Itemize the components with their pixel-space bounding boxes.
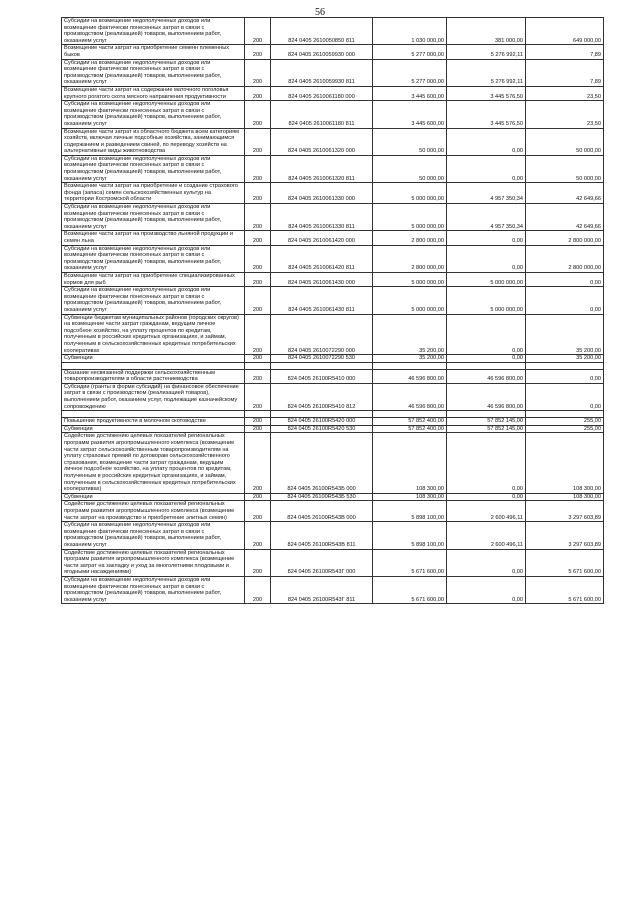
row-description: Содействие достижению целевых показателей региональных программ развития агропромышленного комплекса (возмещение части затрат на производство и приобретение элитных семян) <box>62 501 245 522</box>
row-unexecuted-amount: 0,00 <box>526 369 604 383</box>
row-line-code: 200 <box>245 18 271 45</box>
row-executed-amount: 5 276 992,11 <box>447 59 526 86</box>
row-unexecuted-amount: 2 800 000,00 <box>526 231 604 245</box>
row-budget-code: 824 0405 2610050850 811 <box>271 18 373 45</box>
table-row <box>62 383 604 410</box>
row-description: Субсидии на возмещение недополученных доходов или возмещение фактически понесенных затрат в связи с производством (реализацией) товаров, выполнением работ, оказанием услуг <box>62 18 245 45</box>
row-unexecuted-amount: 3 297 603,89 <box>526 522 604 549</box>
row-approved-amount: 50 000,00 <box>373 128 447 155</box>
row-description: Субсидии на возмещение недополученных доходов или возмещение фактически понесенных затрат в связи с производством (реализацией) товаров, выполнением работ, оказанием услуг <box>62 204 245 231</box>
table-row <box>62 128 604 155</box>
row-description: Повышение продуктивности в молочном скотоводстве <box>62 418 245 426</box>
row-executed-amount: 5 000 000,00 <box>447 287 526 314</box>
row-budget-code: 824 0405 2610059930 000 <box>271 45 373 59</box>
row-line-code: 200 <box>245 101 271 128</box>
row-budget-code: 824 0405 26100R543В 000 <box>271 501 373 522</box>
table-row <box>62 45 604 59</box>
row-approved-amount: 35 200,00 <box>373 355 447 363</box>
table-row <box>62 418 604 426</box>
row-unexecuted-amount: 2 800 000,00 <box>526 245 604 272</box>
row-line-code: 200 <box>245 383 271 410</box>
row-approved-amount: 46 596 800,00 <box>373 383 447 410</box>
row-approved-amount: 108 300,00 <box>373 433 447 493</box>
page-number: 56 <box>315 7 325 18</box>
row-line-code: 200 <box>245 155 271 182</box>
row-budget-code: 824 0405 2610072290 000 <box>271 314 373 355</box>
row-description: Субсидии на возмещение недополученных доходов или возмещение фактически понесенных затрат в связи с производством (реализацией) товаров, выполнением работ, оказанием услуг <box>62 576 245 603</box>
row-description: Субсидии на возмещение недополученных доходов или возмещение фактически понесенных затрат в связи с производством (реализацией) товаров, выполнением работ, оказанием услуг <box>62 245 245 272</box>
spacer-cell <box>447 362 526 369</box>
row-line-code: 200 <box>245 231 271 245</box>
row-description: Субсидии на возмещение недополученных доходов или возмещение фактически понесенных затрат в связи с производством (реализацией) товаров, выполнением работ, оказанием услуг <box>62 101 245 128</box>
row-line-code: 200 <box>245 183 271 204</box>
row-line-code: 200 <box>245 245 271 272</box>
row-line-code: 200 <box>245 493 271 501</box>
row-unexecuted-amount: 23,50 <box>526 86 604 100</box>
table-row <box>62 433 604 493</box>
row-budget-code: 824 0405 2610061420 000 <box>271 231 373 245</box>
row-executed-amount: 0,00 <box>447 128 526 155</box>
row-budget-code: 824 0405 2610061420 811 <box>271 245 373 272</box>
row-description: Субвенции бюджетам муниципальных районов (городских округов) на возмещение части затрат гражданам, ведущим личное подсобное хозяйство, на уплату процентов по кредитам, полученным в российских кредитных организациях, и займам, полученным в сельскохозяйственных кредитных потребительских кооперативах <box>62 314 245 355</box>
table-row <box>62 59 604 86</box>
row-executed-amount: 0,00 <box>447 155 526 182</box>
row-line-code: 200 <box>245 522 271 549</box>
row-executed-amount: 46 596 800,00 <box>447 383 526 410</box>
row-budget-code: 824 0405 26100R543Б 000 <box>271 433 373 493</box>
row-line-code: 200 <box>245 128 271 155</box>
table-row <box>62 549 604 576</box>
row-budget-code: 824 0405 2610061180 811 <box>271 101 373 128</box>
row-unexecuted-amount: 7,89 <box>526 45 604 59</box>
row-executed-amount: 3 445 576,50 <box>447 86 526 100</box>
row-budget-code: 824 0405 2610072290 530 <box>271 355 373 363</box>
row-executed-amount: 46 596 800,00 <box>447 369 526 383</box>
table-row <box>62 204 604 231</box>
row-unexecuted-amount: 255,00 <box>526 418 604 426</box>
row-executed-amount: 57 852 145,00 <box>447 418 526 426</box>
row-approved-amount: 5 898 100,00 <box>373 501 447 522</box>
spacer-cell <box>62 362 245 369</box>
row-executed-amount: 0,00 <box>447 493 526 501</box>
spacer-cell <box>447 411 526 418</box>
row-budget-code: 824 0405 26100R543Г 811 <box>271 576 373 603</box>
row-approved-amount: 5 671 600,00 <box>373 549 447 576</box>
row-executed-amount: 0,00 <box>447 231 526 245</box>
row-executed-amount: 4 957 350,34 <box>447 183 526 204</box>
row-budget-code: 824 0405 26100R543Б 530 <box>271 493 373 501</box>
row-description: Возмещение части затрат на производство льняной продукции и семян льна <box>62 231 245 245</box>
row-line-code: 200 <box>245 314 271 355</box>
row-line-code: 200 <box>245 59 271 86</box>
row-line-code: 200 <box>245 45 271 59</box>
row-line-code: 200 <box>245 86 271 100</box>
table-row <box>62 231 604 245</box>
row-executed-amount: 57 852 145,00 <box>447 425 526 433</box>
row-unexecuted-amount: 255,00 <box>526 425 604 433</box>
row-description: Субвенции <box>62 493 245 501</box>
table-row <box>62 355 604 363</box>
row-description: Возмещение части затрат на приобретение семенн племенных быков <box>62 45 245 59</box>
row-unexecuted-amount: 23,50 <box>526 101 604 128</box>
row-unexecuted-amount: 0,00 <box>526 272 604 286</box>
row-line-code: 200 <box>245 425 271 433</box>
row-approved-amount: 2 800 000,00 <box>373 231 447 245</box>
row-unexecuted-amount: 5 671 600,00 <box>526 549 604 576</box>
row-approved-amount: 3 445 600,00 <box>373 86 447 100</box>
spacer-cell <box>271 411 373 418</box>
row-executed-amount: 0,00 <box>447 549 526 576</box>
row-approved-amount: 5 000 000,00 <box>373 287 447 314</box>
row-unexecuted-amount: 7,89 <box>526 59 604 86</box>
row-description: Субсидии на возмещение недополученных доходов или возмещение фактически понесенных затрат в связи с производством (реализацией) товаров, выполнением работ, оказанием услуг <box>62 287 245 314</box>
row-approved-amount: 5 000 000,00 <box>373 183 447 204</box>
spacer-cell <box>373 362 447 369</box>
row-budget-code: 824 0405 2610061330 000 <box>271 183 373 204</box>
row-unexecuted-amount: 50 000,00 <box>526 155 604 182</box>
row-description: Возмещение части затрат на приобретение и создание страхового фонда (запаса) семян сельскохозяйственных культур на территории Костромской области <box>62 183 245 204</box>
row-approved-amount: 1 030 000,00 <box>373 18 447 45</box>
table-row <box>62 493 604 501</box>
row-approved-amount: 3 445 600,00 <box>373 101 447 128</box>
table-row <box>62 576 604 603</box>
row-unexecuted-amount: 5 671 600,00 <box>526 576 604 603</box>
table-row <box>62 425 604 433</box>
row-budget-code: 824 0405 2610061180 000 <box>271 86 373 100</box>
row-unexecuted-amount: 3 297 603,89 <box>526 501 604 522</box>
row-description: Субсидии на возмещение недополученных доходов или возмещение фактически понесенных затрат в связи с производством (реализацией) товаров, выполнением работ, оказанием услуг <box>62 522 245 549</box>
row-description: Возмещение части затрат из областного бюджета всем категориям хозяйств, включая личные подсобные хозяйства, занимающимся содержанием и разведением свиней, по переводу хозяйств на альтернативные виды животноводства <box>62 128 245 155</box>
spacer-cell <box>62 411 245 418</box>
spacer-cell <box>373 411 447 418</box>
row-approved-amount: 5 000 000,00 <box>373 272 447 286</box>
row-executed-amount: 3 445 576,50 <box>447 101 526 128</box>
row-unexecuted-amount: 0,00 <box>526 287 604 314</box>
row-executed-amount: 5 000 000,00 <box>447 272 526 286</box>
row-description: Субвенции <box>62 425 245 433</box>
table-row <box>62 314 604 355</box>
row-description: Содействие достижению целевых показателей региональных программ развития агропромышленного комплекса (возмещение части затрат на закладку и уход за многолетними плодовыми и ягодными насаждениями) <box>62 549 245 576</box>
spacer-cell <box>526 362 604 369</box>
row-approved-amount: 46 596 800,00 <box>373 369 447 383</box>
row-line-code: 200 <box>245 272 271 286</box>
row-line-code: 200 <box>245 576 271 603</box>
row-budget-code: 824 0405 2610061430 000 <box>271 272 373 286</box>
row-line-code: 200 <box>245 355 271 363</box>
row-executed-amount: 2 600 496,11 <box>447 501 526 522</box>
table-row <box>62 18 604 45</box>
row-line-code: 200 <box>245 204 271 231</box>
row-budget-code: 824 0405 26100R543В 811 <box>271 522 373 549</box>
row-approved-amount: 5 277 000,00 <box>373 59 447 86</box>
row-executed-amount: 2 600 496,11 <box>447 522 526 549</box>
spacer-row <box>62 411 604 418</box>
row-executed-amount: 0,00 <box>447 355 526 363</box>
spacer-cell <box>245 362 271 369</box>
row-line-code: 200 <box>245 369 271 383</box>
row-description: Возмещение части затрат на содержание маточного поголовья крупного рогатого скота мясного направления продуктивности <box>62 86 245 100</box>
table-row <box>62 183 604 204</box>
spacer-row <box>62 362 604 369</box>
row-budget-code: 824 0405 2610061320 000 <box>271 128 373 155</box>
row-executed-amount: 0,00 <box>447 433 526 493</box>
spacer-cell <box>526 411 604 418</box>
row-description: Оказание несвязанной поддержки сельскохозяйственным товаропроизводителям в области растениеводства <box>62 369 245 383</box>
row-approved-amount: 5 671 600,00 <box>373 576 447 603</box>
row-unexecuted-amount: 35 200,00 <box>526 314 604 355</box>
row-executed-amount: 0,00 <box>447 576 526 603</box>
row-approved-amount: 35 200,00 <box>373 314 447 355</box>
spacer-cell <box>245 411 271 418</box>
row-line-code: 200 <box>245 287 271 314</box>
row-executed-amount: 5 276 992,11 <box>447 45 526 59</box>
table-row <box>62 501 604 522</box>
spacer-cell <box>271 362 373 369</box>
row-budget-code: 824 0405 26100R5420 000 <box>271 418 373 426</box>
row-description: Субсидии на возмещение недополученных доходов или возмещение фактически понесенных затрат в связи с производством (реализацией) товаров, выполнением работ, оказанием услуг <box>62 155 245 182</box>
row-budget-code: 824 0405 2610061320 811 <box>271 155 373 182</box>
row-line-code: 200 <box>245 433 271 493</box>
row-budget-code: 824 0405 26100R5410 812 <box>271 383 373 410</box>
row-unexecuted-amount: 50 000,00 <box>526 128 604 155</box>
row-unexecuted-amount: 42 649,66 <box>526 183 604 204</box>
table-row <box>62 155 604 182</box>
row-executed-amount: 0,00 <box>447 314 526 355</box>
row-budget-code: 824 0405 2610061430 811 <box>271 287 373 314</box>
row-approved-amount: 108 300,00 <box>373 493 447 501</box>
row-description: Содействие достижению целевых показателей региональных программ развития агропромышленного комплекса (возмещение части затрат сельскохозяйственным товаропроизводителям на уплату страховых премий по договорам сельскохозяйственного страхования, возмещение части затрат гражданам, ведущим личное подсобное хозяйство, на уплату процентов по кредитам, полученным в российских кредитных организациях, и займам, полученным в сельскохозяйственных кредитных потребительских кооперативах) <box>62 433 245 493</box>
row-unexecuted-amount: 42 649,66 <box>526 204 604 231</box>
table-row <box>62 522 604 549</box>
table-body <box>62 18 604 604</box>
row-line-code: 200 <box>245 501 271 522</box>
row-approved-amount: 57 852 400,00 <box>373 418 447 426</box>
row-unexecuted-amount: 108 300,00 <box>526 433 604 493</box>
row-approved-amount: 5 000 000,00 <box>373 204 447 231</box>
row-approved-amount: 57 852 400,00 <box>373 425 447 433</box>
row-approved-amount: 5 277 000,00 <box>373 45 447 59</box>
row-executed-amount: 0,00 <box>447 245 526 272</box>
row-executed-amount: 4 957 350,34 <box>447 204 526 231</box>
row-description: Возмещение части затрат на приобретение специализированных кормов для рыб <box>62 272 245 286</box>
row-description: Субсидии на возмещение недополученных доходов или возмещение фактически понесенных затрат в связи с производством (реализацией) товаров, выполнением работ, оказанием услуг <box>62 59 245 86</box>
row-budget-code: 824 0405 26100R5420 530 <box>271 425 373 433</box>
row-approved-amount: 5 898 100,00 <box>373 522 447 549</box>
row-unexecuted-amount: 108 300,00 <box>526 493 604 501</box>
row-approved-amount: 2 800 000,00 <box>373 245 447 272</box>
row-budget-code: 824 0405 26100R543Г 000 <box>271 549 373 576</box>
row-line-code: 200 <box>245 418 271 426</box>
table-row <box>62 287 604 314</box>
row-budget-code: 824 0405 2610059930 811 <box>271 59 373 86</box>
budget-execution-table <box>61 17 604 604</box>
row-unexecuted-amount: 649 000,00 <box>526 18 604 45</box>
row-unexecuted-amount: 0,00 <box>526 383 604 410</box>
row-description: Субвенции <box>62 355 245 363</box>
table-row <box>62 101 604 128</box>
table-row <box>62 245 604 272</box>
row-approved-amount: 50 000,00 <box>373 155 447 182</box>
row-unexecuted-amount: 35 200,00 <box>526 355 604 363</box>
row-budget-code: 824 0405 26100R5410 000 <box>271 369 373 383</box>
table-row <box>62 86 604 100</box>
row-line-code: 200 <box>245 549 271 576</box>
table-row <box>62 369 604 383</box>
table-row <box>62 272 604 286</box>
row-budget-code: 824 0405 2610061330 811 <box>271 204 373 231</box>
row-description: Субсидии (гранты в форме субсидий) на финансовое обеспечение затрат в связи с производством (реализацией товаров), выполнением работ, оказанием услуг, подлежащие казначейскому сопровождению <box>62 383 245 410</box>
row-executed-amount: 381 000,00 <box>447 18 526 45</box>
